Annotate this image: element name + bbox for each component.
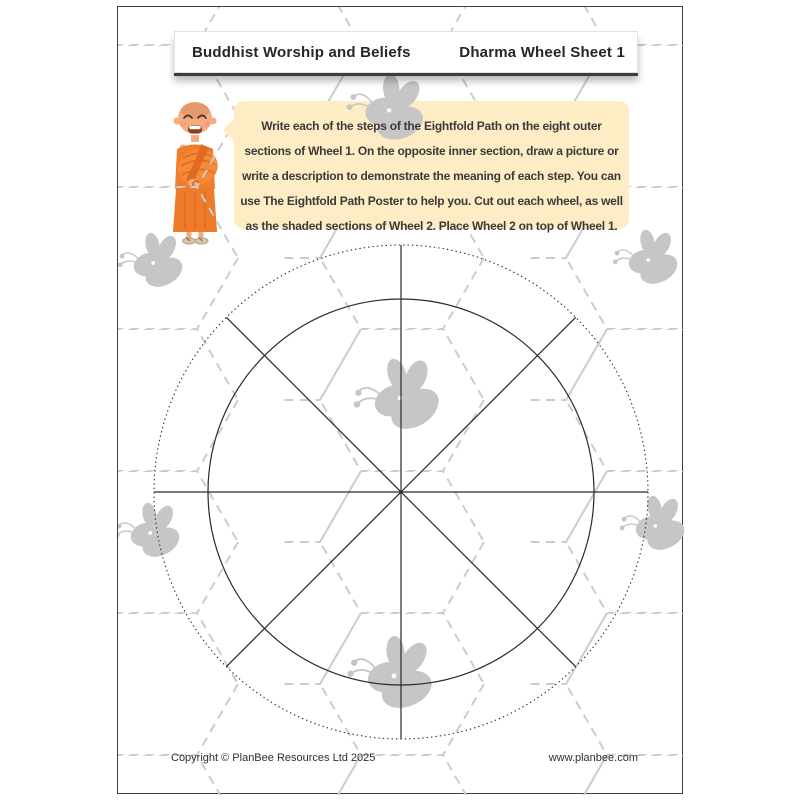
worksheet-page bbox=[117, 6, 683, 794]
instructions-line: use The Eightfold Path Poster to help you. Cut out each wheel, as well bbox=[240, 194, 623, 208]
website-text: www.planbee.com bbox=[548, 752, 638, 764]
instructions-line: sections of Wheel 1. On the opposite inner section, draw a picture or bbox=[244, 144, 619, 158]
instructions-line: write a description to demonstrate the meaning of each step. You can bbox=[242, 169, 621, 183]
instructions-line: Write each of the steps of the Eightfold Path on the eight outer bbox=[261, 119, 602, 133]
instructions-text bbox=[234, 101, 629, 239]
copyright-text: Copyright © PlanBee Resources Ltd 2025 bbox=[171, 752, 376, 764]
wheel-spokes bbox=[154, 245, 648, 739]
header-title-left: Buddhist Worship and Beliefs bbox=[192, 43, 411, 61]
header-title-right: Dharma Wheel Sheet 1 bbox=[459, 43, 625, 61]
header-bar bbox=[174, 31, 638, 73]
instructions-line: as the shaded sections of Wheel 2. Place Wheel 2 on top of Wheel 1. bbox=[245, 219, 618, 233]
dharma-wheel bbox=[154, 245, 648, 739]
speech-bubble bbox=[234, 101, 629, 233]
